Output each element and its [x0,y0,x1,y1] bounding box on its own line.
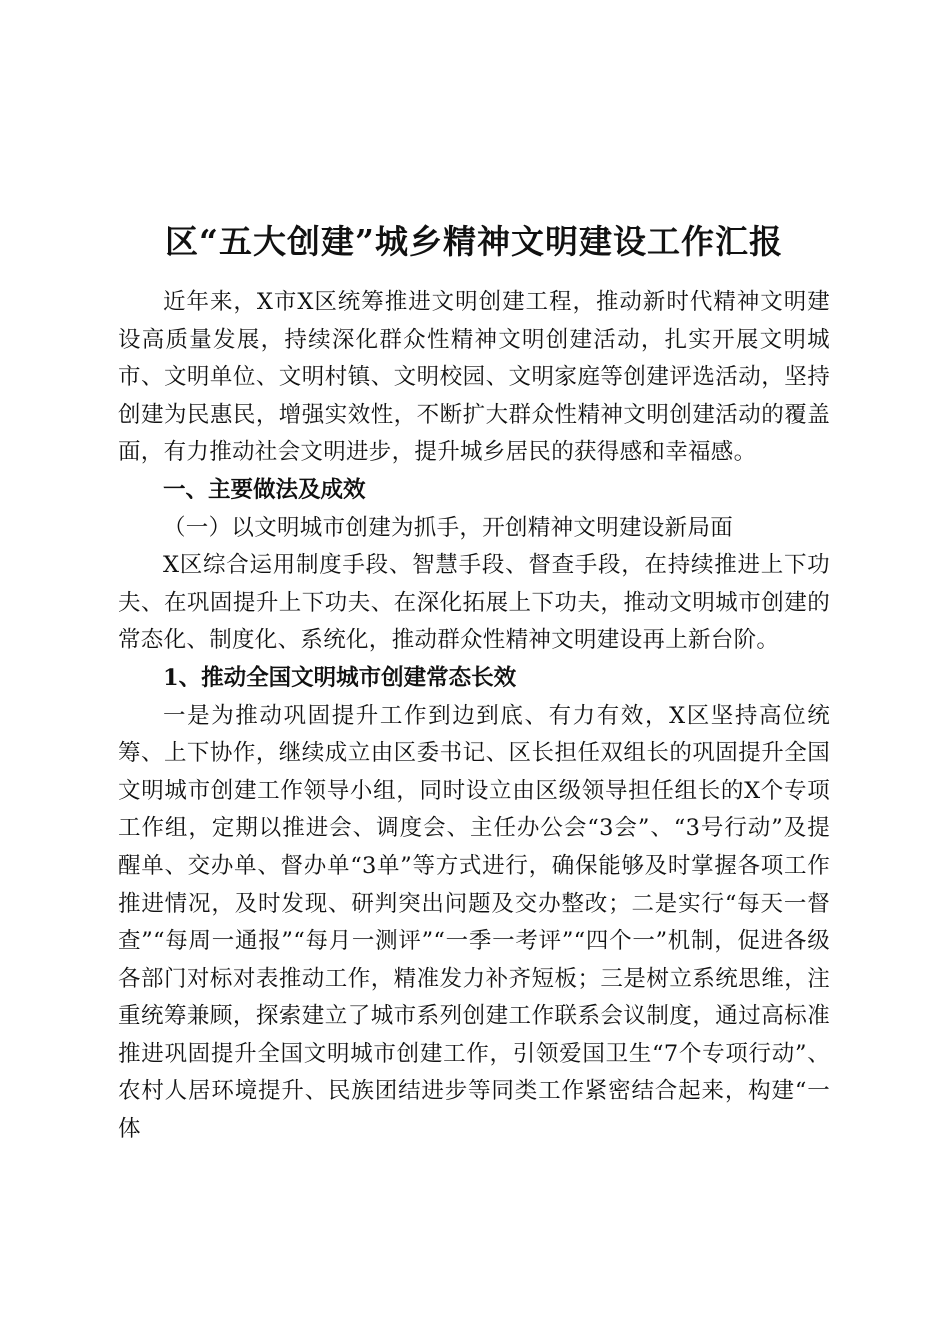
intro-paragraph: 近年来，X市X区统筹推进文明创建工程，推动新时代精神文明建设高质量发展，持续深化群众性精神文明创建活动，扎实开展文明城市、文明单位、文明村镇、文明校园、文明家庭等创建评选活动，坚持创建为民惠民，增强实效性，不断扩大群众性精神文明创建活动的覆盖面，有力推动社会文明进步，提升城乡居民的获得感和幸福感。 [118,289,830,466]
document-body [118,284,830,1149]
subsection-heading: （一）以文明城市创建为抓手，开创精神文明建设新局面 [163,514,734,541]
section-heading: 一、主要做法及成效 [163,476,366,503]
document-title: 区“五大创建”城乡精神文明建设工作汇报 [165,222,783,262]
item-heading: 1、推动全国文明城市创建常态长效 [163,664,517,691]
document-page [118,0,830,1344]
subsection-paragraph: X区综合运用制度手段、智慧手段、督查手段，在持续推进上下功夫、在巩固提升上下功夫、在深化拓展上下功夫，推动文明城市创建的常态化、制度化、系统化，推动群众性精神文明建设再上新台阶。 [118,552,830,654]
item-paragraph: 一是为推动巩固提升工作到边到底、有力有效，X区坚持高位统筹、上下协作，继续成立由区委书记、区长担任双组长的巩固提升全国文明城市创建工作领导小组，同时设立由区级领导担任组长的X个专项工作组，定期以推进会、调度会、主任办公会“3会”、“3号行动”及提醒单、交办单、督办单“3单”等方式进行，确保能够及时掌握各项工作推进情况，及时发现、研判突出问题及交办整改；二是实行“每天一督查”“每周一通报”“每月一测评”“一季一考评”“四个一”机制，促进各级各部门对标对表推动工作，精准发力补齐短板；三是树立系统思维，注重统筹兼顾，探索建立了城市系列创建工作联系会议制度，通过高标准推进巩固提升全国文明城市创建工作，引领爱国卫生“7个专项行动”、农村人居环境提升、民族团结进步等同类工作紧密结合起来，构建“一体 [118,702,830,1143]
